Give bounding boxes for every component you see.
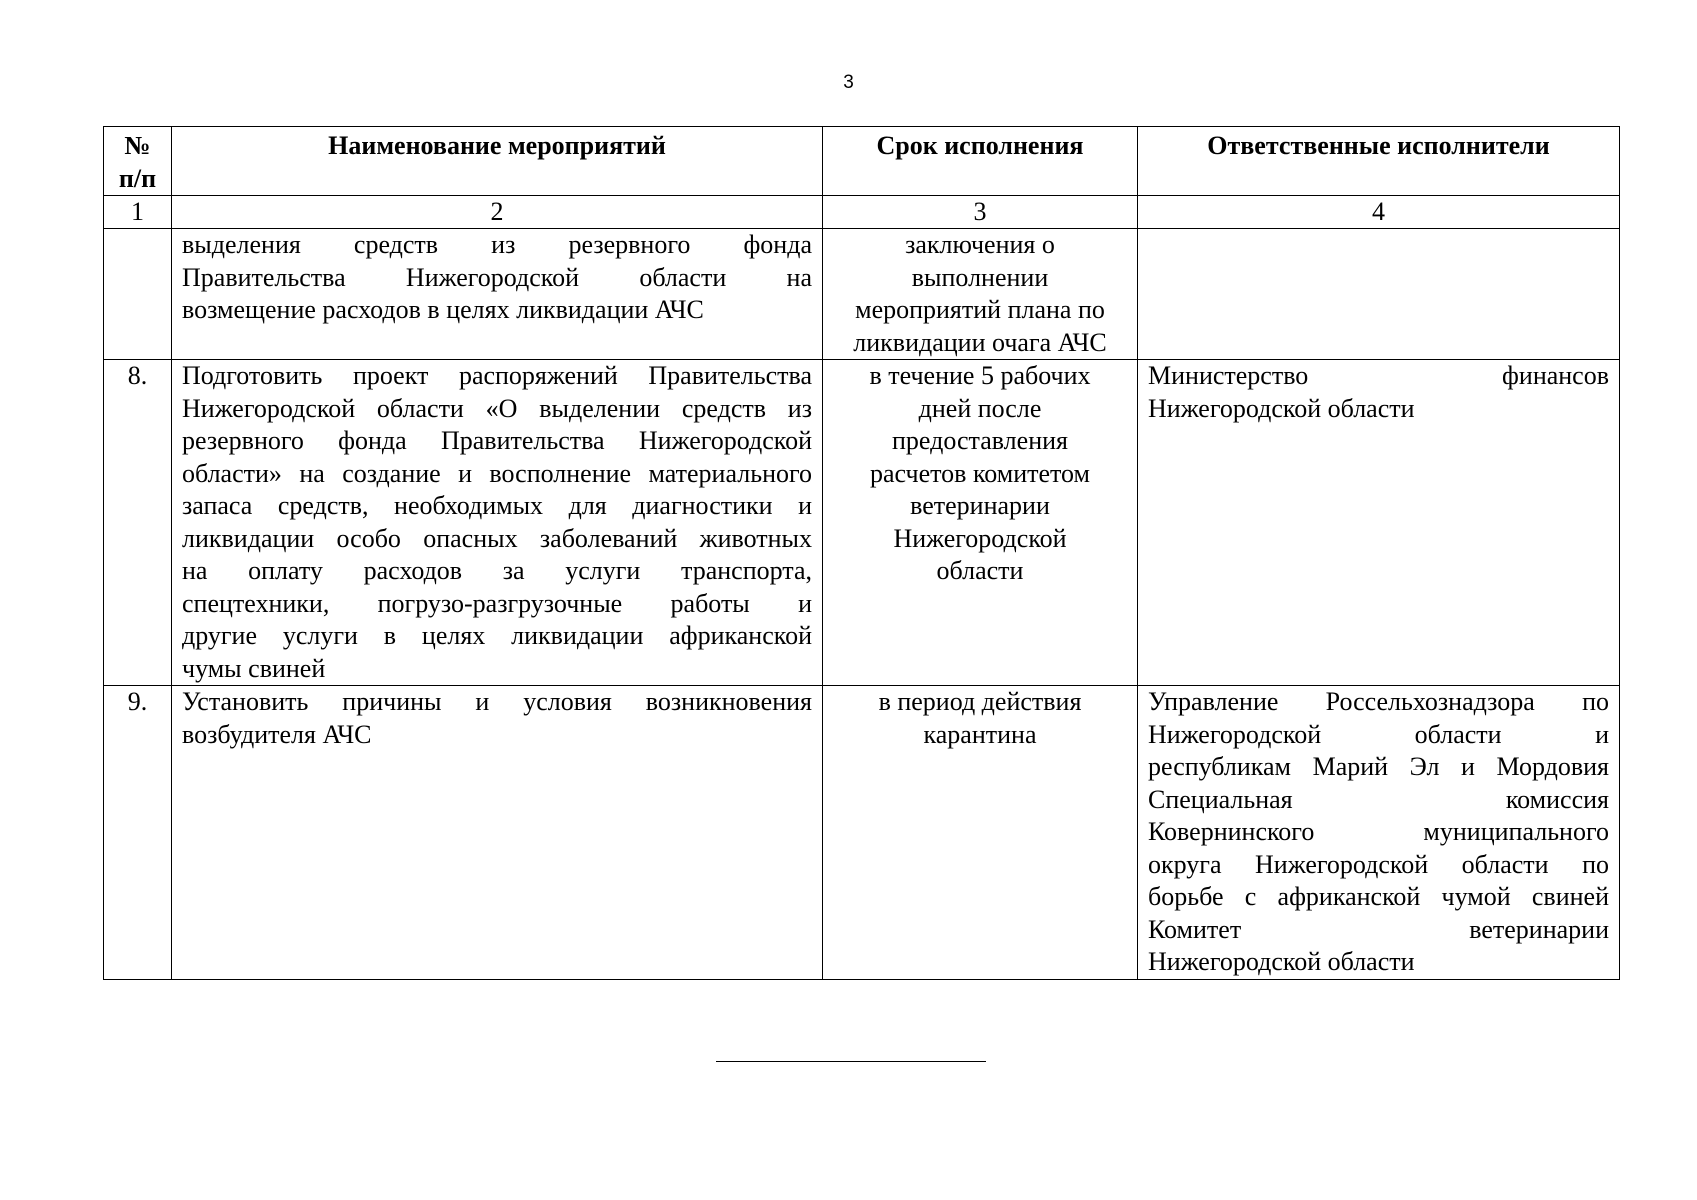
measure-name-line: Установить причины и условия возникновения [182,687,812,716]
measure-name-line: чумы свиней [182,653,326,683]
term-line: выполнении [911,262,1049,292]
responsible-cell [1138,360,1620,686]
responsible-cell [1138,686,1620,980]
term-cell [823,360,1138,686]
measure-name-line: ликвидации особо опасных заболеваний животных [182,523,812,553]
measure-name-cell [172,229,823,360]
column-number: 3 [823,196,1138,229]
term-line: области [936,556,1024,585]
term-line: расчетов комитетом [869,458,1091,488]
responsible-line: Управление Россельхознадзора по [1148,687,1609,716]
term-line: заключения о [905,230,1055,259]
measure-name-line: резервного фонда Правительства Нижегородской [182,426,812,455]
term-cell [823,686,1138,980]
row-number: 8. [104,360,172,686]
term-line: мероприятий плана по [855,295,1105,324]
column-number: 4 [1138,196,1620,229]
table-row [104,360,1620,686]
term-line: предоставления [892,426,1068,455]
measure-name-line: области» на создание и восполнение материального [182,458,812,488]
responsible-line: республикам Марий Эл и Мордовия [1148,752,1609,781]
term-line: ветеринарии [910,491,1050,520]
measure-name-line: возбудителя АЧС [182,719,372,749]
row-number [104,229,172,360]
measure-name-line: выделения средств из резервного фонда [182,230,812,259]
measure-name-line: на оплату расходов за услуги транспорта, [182,556,812,585]
term-cell [823,229,1138,360]
column-numbers-row [104,196,1620,229]
responsible-cell [1138,229,1620,360]
table-row [104,229,1620,360]
measure-name-line: другие услуги в целях ликвидации африканской [182,621,812,650]
page-number: 3 [843,72,854,93]
measure-name-line: Правительства Нижегородской области на [182,262,812,292]
responsible-line: Нижегородской области и [1148,719,1609,749]
responsible-line: Комитет ветеринарии [1148,914,1609,944]
term-line: в период действия [878,687,1082,716]
term-line: ликвидации очага АЧС [853,327,1107,357]
responsible-line: Нижегородской области [1148,393,1415,423]
header-number-line2: п/п [118,163,157,193]
responsible-line: Специальная комиссия [1148,784,1609,814]
measure-name-cell [172,686,823,980]
header-term: Срок исполнения [823,127,1138,196]
table-row [104,686,1620,980]
measure-name-line: Нижегородской области «О выделении средств из [182,393,812,423]
row-number: 9. [104,686,172,980]
responsible-line: борьбе с африканской чумой свиней [1148,882,1609,911]
measure-name-cell [172,360,823,686]
term-line: карантина [923,719,1037,749]
header-responsible: Ответственные исполнители [1138,127,1620,196]
measures-table [103,126,1620,980]
term-line: дней после [918,393,1042,423]
measure-name-line: возмещение расходов в целях ликвидации АЧС [182,295,704,324]
measure-name-line: запаса средств, необходимых для диагностики и [182,491,812,520]
measure-name-line: Подготовить проект распоряжений Правительства [182,361,812,390]
responsible-line: округа Нижегородской области по [1148,849,1609,879]
header-number [104,127,172,196]
responsible-line: Ковернинского муниципального [1148,817,1609,846]
term-line: в течение 5 рабочих [869,361,1091,390]
header-name: Наименование мероприятий [172,127,823,196]
column-number: 1 [104,196,172,229]
measure-name-line: спецтехники, погрузо-разгрузочные работы и [182,588,812,618]
column-number: 2 [172,196,823,229]
term-line: Нижегородской [893,523,1067,553]
header-number-line1: № [124,131,151,160]
responsible-line: Министерство финансов [1148,361,1609,390]
table-header-row [104,127,1620,196]
footer-divider [716,1061,986,1062]
responsible-line: Нижегородской области [1148,947,1415,976]
